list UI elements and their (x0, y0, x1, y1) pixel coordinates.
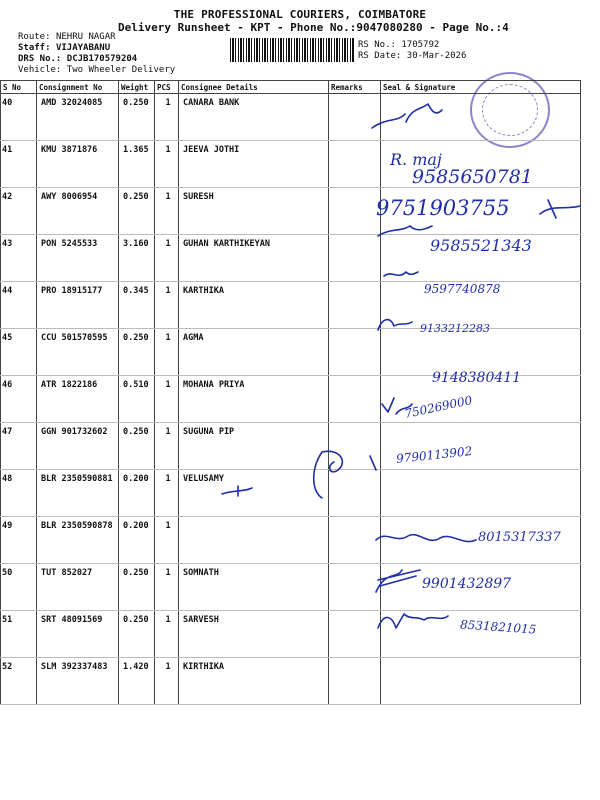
vehicle-line: Vehicle: Two Wheeler Delivery (18, 65, 176, 75)
row-weight: 1.365 (119, 141, 155, 188)
row-consignee: AGMA (179, 329, 329, 376)
staff-line: Staff: VIJAYABANU (18, 43, 111, 53)
company-name: THE PROFESSIONAL COURIERS, COIMBATORE (173, 8, 427, 21)
handwritten-phone-row-50: 8015317337 (478, 530, 561, 545)
col-header-sno: S No (1, 81, 37, 94)
row-consignee: KIRTHIKA (179, 658, 329, 705)
runsheet-title: Delivery Runsheet - KPT - Phone No.:9047080280 - Page No.:4 (118, 21, 509, 34)
row-weight: 1.420 (119, 658, 155, 705)
handwritten-phone-row-48: 9790113902 (395, 444, 473, 466)
row-remarks (329, 564, 381, 611)
row-signature-cell (381, 611, 581, 658)
row-consignment-no: BLR 2350590878 (37, 517, 119, 564)
row-sno: 47 (1, 423, 37, 470)
handwritten-phone-row-43: 9585521343 (430, 236, 532, 255)
col-header-remarks: Remarks (329, 81, 381, 94)
row-sno: 40 (1, 94, 37, 141)
handwritten-phone-row-47: 750269000 (403, 393, 474, 421)
row-sno: 44 (1, 282, 37, 329)
rs-date-value: 30-Mar-2026 (406, 51, 467, 61)
row-remarks (329, 376, 381, 423)
drs-value: DCJB170579204 (66, 54, 138, 64)
row-sno: 49 (1, 517, 37, 564)
route-value: NEHRU NAGAR (55, 32, 116, 42)
col-header-pcs: PCS (155, 81, 179, 94)
handwritten-phone-row-46: 9148380411 (432, 370, 522, 386)
handwritten-phone-row-52: 8531821015 (459, 617, 537, 637)
row-pcs: 1 (155, 94, 179, 141)
table-row (1, 94, 581, 141)
row-consignee: SARVESH (179, 611, 329, 658)
table-row (1, 611, 581, 658)
row-pcs: 1 (155, 329, 179, 376)
row-sno: 51 (1, 611, 37, 658)
row-consignee: SUGUNA PIP (179, 423, 329, 470)
row-weight: 0.345 (119, 282, 155, 329)
col-header-signature: Seal & Signature (381, 81, 581, 94)
rs-no-line: RS No.: 1705792 (358, 40, 440, 50)
row-consignment-no: PRO 18915177 (37, 282, 119, 329)
route-info-block (18, 32, 175, 76)
row-weight: 0.250 (119, 564, 155, 611)
row-sno: 48 (1, 470, 37, 517)
row-weight: 0.250 (119, 94, 155, 141)
row-sno: 42 (1, 188, 37, 235)
rs-no-value: 1705792 (401, 40, 440, 50)
row-weight: 0.510 (119, 376, 155, 423)
row-consignee: JEEVA JOTHI (179, 141, 329, 188)
table-row (1, 329, 581, 376)
col-header-weight: Weight (119, 81, 155, 94)
table-row (1, 470, 581, 517)
row-signature-cell (381, 94, 581, 141)
row-consignment-no: KMU 3871876 (37, 141, 119, 188)
row-pcs: 1 (155, 658, 179, 705)
row-weight: 0.250 (119, 188, 155, 235)
row-consignee: KARTHIKA (179, 282, 329, 329)
row-remarks (329, 235, 381, 282)
row-consignment-no: PON 5245533 (37, 235, 119, 282)
row-consignment-no: AMD 32024085 (37, 94, 119, 141)
row-pcs: 1 (155, 235, 179, 282)
row-signature-cell (381, 658, 581, 705)
row-remarks (329, 611, 381, 658)
row-pcs: 1 (155, 141, 179, 188)
row-consignee: CANARA BANK (179, 94, 329, 141)
row-pcs: 1 (155, 470, 179, 517)
table-header-row (1, 81, 581, 94)
row-consignee: SOMNATH (179, 564, 329, 611)
row-remarks (329, 470, 381, 517)
col-header-consignee: Consignee Details (179, 81, 329, 94)
row-consignment-no: GGN 901732602 (37, 423, 119, 470)
table-row (1, 658, 581, 705)
row-sno: 50 (1, 564, 37, 611)
barcode (230, 38, 354, 62)
row-consignment-no: CCU 501570595 (37, 329, 119, 376)
route-line: Route: NEHRU NAGAR (18, 32, 116, 42)
row-consignment-no: ATR 1822186 (37, 376, 119, 423)
row-consignee: VELUSAMY (179, 470, 329, 517)
row-sno: 43 (1, 235, 37, 282)
row-weight: 0.200 (119, 517, 155, 564)
row-pcs: 1 (155, 564, 179, 611)
staff-value: VIJAYABANU (55, 43, 111, 53)
row-weight: 3.160 (119, 235, 155, 282)
row-remarks (329, 141, 381, 188)
row-sno: 45 (1, 329, 37, 376)
row-consignee: GUHAN KARTHIKEYAN (179, 235, 329, 282)
row-remarks (329, 94, 381, 141)
row-remarks (329, 423, 381, 470)
row-pcs: 1 (155, 423, 179, 470)
row-signature-cell (381, 470, 581, 517)
row-consignee (179, 517, 329, 564)
handwritten-phone-row-51: 9901432897 (422, 576, 512, 592)
row-weight: 0.250 (119, 611, 155, 658)
row-consignment-no: TUT 852027 (37, 564, 119, 611)
row-weight: 0.200 (119, 470, 155, 517)
col-header-consignment: Consignment No (37, 81, 119, 94)
row-sno: 41 (1, 141, 37, 188)
rs-info-block (358, 40, 466, 62)
row-consignee: MOHANA PRIYA (179, 376, 329, 423)
row-pcs: 1 (155, 282, 179, 329)
row-pcs: 1 (155, 376, 179, 423)
rs-date-line: RS Date: 30-Mar-2026 (358, 51, 467, 61)
handwritten-name-row-41: R. maj (390, 150, 442, 169)
handwritten-phone-row-42: 9751903755 (376, 196, 510, 220)
row-remarks (329, 282, 381, 329)
row-consignment-no: BLR 2350590881 (37, 470, 119, 517)
row-remarks (329, 658, 381, 705)
row-weight: 0.250 (119, 423, 155, 470)
row-pcs: 1 (155, 611, 179, 658)
row-sno: 46 (1, 376, 37, 423)
row-pcs: 1 (155, 188, 179, 235)
handwritten-phone-row-44: 9597740878 (424, 282, 501, 296)
row-signature-cell (381, 329, 581, 376)
row-consignment-no: AWY 8006954 (37, 188, 119, 235)
table-row (1, 423, 581, 470)
vehicle-value: Two Wheeler Delivery (66, 65, 176, 75)
row-remarks (329, 517, 381, 564)
handwritten-phone-row-41: 9585650781 (412, 166, 533, 188)
drs-line: DRS No.: DCJB170579204 (18, 54, 138, 64)
row-pcs: 1 (155, 517, 179, 564)
row-weight: 0.250 (119, 329, 155, 376)
row-consignment-no: SRT 48091569 (37, 611, 119, 658)
row-consignment-no: SLM 392337483 (37, 658, 119, 705)
row-sno: 52 (1, 658, 37, 705)
row-remarks (329, 329, 381, 376)
row-consignee: SURESH (179, 188, 329, 235)
handwritten-phone-row-45: 9133212283 (420, 322, 490, 335)
row-remarks (329, 188, 381, 235)
